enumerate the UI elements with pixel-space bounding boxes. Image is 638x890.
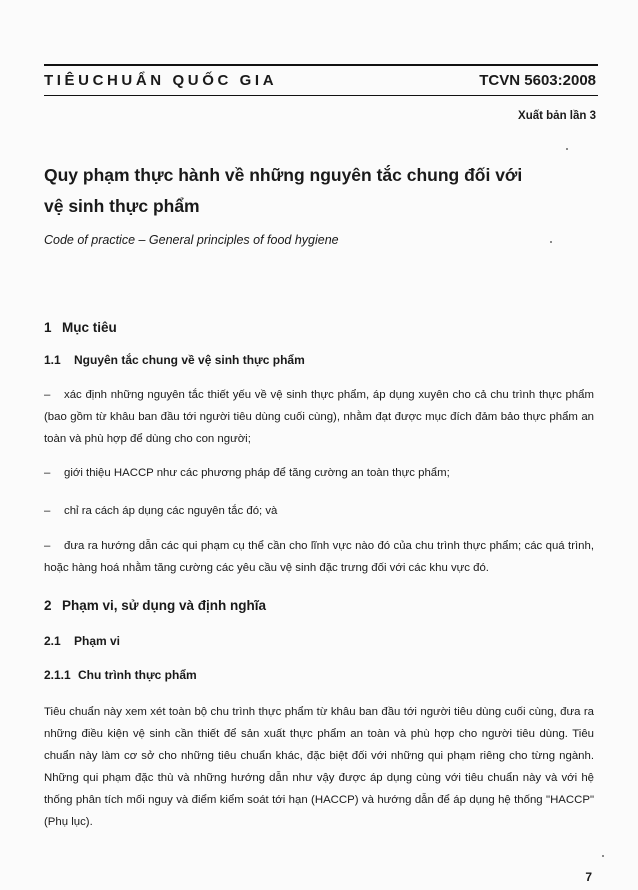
section-2-1-title: Phạm vi — [74, 634, 121, 648]
section-1-number: 1 — [44, 320, 52, 335]
section-1-1-heading — [44, 353, 305, 367]
section-2-1-heading — [44, 634, 120, 648]
bullet-dash: – — [44, 540, 51, 552]
bullet-item-3 — [44, 500, 594, 522]
document-title-line1: Quy phạm thực hành về những nguyên tắc chung đối với — [44, 165, 523, 185]
section-2-1-1-title: Chu trình thực phẩm — [78, 668, 197, 682]
section-2-1-1-heading — [44, 668, 197, 682]
scan-speck — [602, 855, 604, 857]
section-1-title: Mục tiêu — [62, 320, 117, 335]
bullet-text: xác định những nguyên tắc thiết yếu về vệ sinh thực phẩm, áp dụng xuyên cho cả chu trình thực phẩm (bao gồm từ khâu ban đầu tới người tiêu dùng cuối cùng), nhằm đạt được mục đích đảm bảo thực phẩm an toàn và phù hợp để dùng cho con người; — [44, 389, 594, 445]
bullet-item-1 — [44, 384, 594, 450]
document-title — [44, 160, 584, 222]
edition-label: Xuất bản lần 3 — [518, 110, 596, 122]
section-2-title: Phạm vi, sử dụng và định nghĩa — [62, 598, 267, 613]
standard-title: TIÊUCHUẨN QUỐC GIA — [44, 72, 278, 89]
scan-speck — [566, 148, 568, 150]
section-2-number: 2 — [44, 598, 52, 613]
header-top-rule — [44, 64, 598, 66]
bullet-dash: – — [44, 389, 51, 401]
bullet-text: đưa ra hướng dẫn các qui phạm cụ thể cần cho lĩnh vực nào đó của chu trình thực phẩm; các quá trình, hoặc hàng hoá nhằm tăng cường các yêu cầu vệ sinh đặc trưng đối với các khu vực đó. — [44, 540, 594, 574]
section-2-1-number: 2.1 — [44, 634, 61, 648]
document-title-line2: vệ sinh thực phẩm — [44, 196, 200, 216]
bullet-text: chỉ ra cách áp dụng các nguyên tắc đó; và — [64, 505, 278, 517]
bullet-text: giới thiệu HACCP như các phương pháp để tăng cường an toàn thực phẩm; — [64, 467, 450, 479]
document-subtitle: Code of practice – General principles of food hygiene — [44, 233, 339, 247]
standard-code: TCVN 5603:2008 — [479, 72, 596, 89]
header-bottom-rule — [44, 95, 598, 96]
section-1-heading — [44, 320, 117, 335]
section-1-1-title: Nguyên tắc chung về vệ sinh thực phẩm — [74, 353, 305, 367]
scan-speck — [550, 241, 552, 243]
section-2-1-1-number: 2.1.1 — [44, 668, 71, 682]
page-number: 7 — [585, 870, 592, 884]
section-1-1-number: 1.1 — [44, 353, 61, 367]
bullet-dash: – — [44, 467, 51, 479]
bullet-dash: – — [44, 505, 51, 517]
bullet-item-4 — [44, 535, 594, 579]
section-2-1-1-paragraph: Tiêu chuẩn này xem xét toàn bộ chu trình thực phẩm từ khâu ban đầu tới người tiêu dùng cuối cùng, đưa ra những điều kiện vệ sinh cần thiết để sản xuất thực phẩm an toàn và phù hợp cho người tiêu dùng. Tiêu chuẩn này làm cơ sở cho những tiêu chuẩn khác, đặc biệt đối với những qui phạm riêng cho từng ngành. Những qui phạm đặc thù và những hướng dẫn như vậy được áp dụng cùng với tiêu chuẩn này và với hệ thống phân tích mối nguy và điểm kiểm soát tới hạn (HACCP) và hướng dẫn để áp dụng hệ thống "HACCP" (Phụ lục). — [44, 706, 594, 828]
section-2-heading — [44, 598, 266, 613]
bullet-item-2 — [44, 462, 594, 484]
